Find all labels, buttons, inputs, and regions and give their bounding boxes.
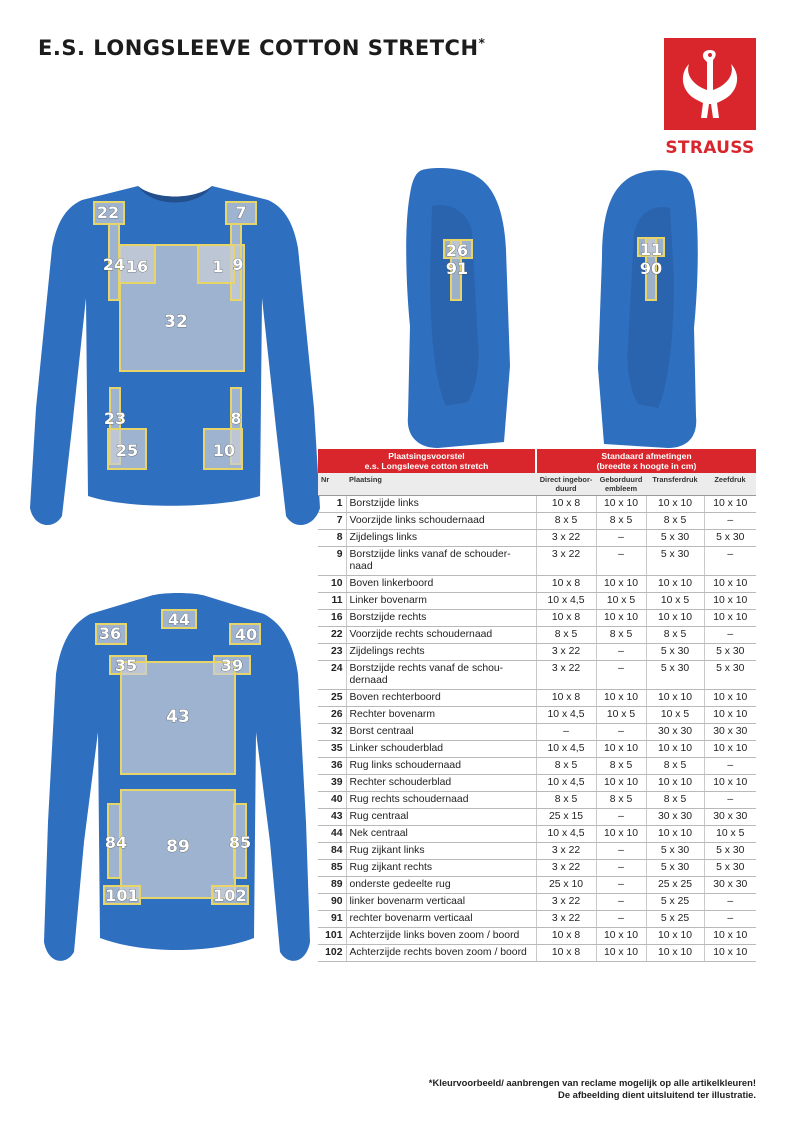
row-direct: 8 x 5 [536,792,596,809]
shirt-back-figure [42,592,312,986]
row-placement: Borstzijde rechts vanaf de schou-dernaad [346,661,536,690]
zone-label: 39 [220,656,244,675]
row-emblem: – [596,911,646,928]
row-screen: 10 x 10 [704,610,756,627]
row-emblem: 10 x 10 [596,945,646,962]
row-transfer: 5 x 25 [646,894,704,911]
row-emblem: 8 x 5 [596,513,646,530]
row-transfer: 10 x 10 [646,826,704,843]
row-transfer: 5 x 30 [646,860,704,877]
row-nr: 90 [318,894,346,911]
zone-label: 10 [212,441,236,460]
col-screen-print: Zeefdruk [704,473,756,496]
zone-label: 44 [167,610,191,629]
row-nr: 16 [318,610,346,627]
row-transfer: 10 x 10 [646,576,704,593]
row-placement: Rug zijkant links [346,843,536,860]
row-direct: 3 x 22 [536,644,596,661]
zone-label: 102 [213,886,247,905]
row-screen: 10 x 10 [704,576,756,593]
table-row [318,513,756,530]
table-row [318,911,756,928]
table-group-header [318,449,756,473]
zone-label: 7 [235,203,247,222]
title-text: E.S. LONGSLEEVE COTTON STRETCH [38,36,479,60]
table-row [318,627,756,644]
table-row [318,792,756,809]
group-header-placement: Plaatsingsvoorstel e.s. Longsleeve cotton stretch [318,449,536,473]
row-transfer: 10 x 10 [646,775,704,792]
group-header-dimensions: Standaard afmetingen (breedte x hoogte in cm) [536,449,756,473]
row-transfer: 5 x 30 [646,644,704,661]
row-placement: Rug centraal [346,809,536,826]
zone-label: 23 [103,409,127,428]
row-direct: 10 x 8 [536,496,596,513]
shirt-front-figure [30,178,320,548]
row-placement: Zijdelings links [346,530,536,547]
row-screen: – [704,627,756,644]
row-screen: 10 x 10 [704,775,756,792]
row-nr: 25 [318,690,346,707]
row-direct: 8 x 5 [536,627,596,644]
row-placement: Achterzijde links boven zoom / boord [346,928,536,945]
zone-label: 11 [639,240,663,259]
row-placement: Borstzijde rechts [346,610,536,627]
zone-label: 16 [125,257,149,276]
col-direct-embroidered: Direct ingebor-duurd [536,473,596,496]
row-placement: Zijdelings rechts [346,644,536,661]
row-emblem: 10 x 10 [596,826,646,843]
row-placement: onderste gedeelte rug [346,877,536,894]
row-direct: 3 x 22 [536,843,596,860]
row-direct: 3 x 22 [536,661,596,690]
row-transfer: 8 x 5 [646,513,704,530]
row-screen: 30 x 30 [704,809,756,826]
row-direct: 3 x 22 [536,547,596,576]
row-emblem: – [596,809,646,826]
row-placement: Linker schouderblad [346,741,536,758]
table-row [318,809,756,826]
row-emblem: 8 x 5 [596,792,646,809]
row-direct: 10 x 8 [536,945,596,962]
row-screen: 30 x 30 [704,724,756,741]
row-nr: 43 [318,809,346,826]
row-emblem: 8 x 5 [596,758,646,775]
brand-logo [664,38,756,162]
table-row [318,758,756,775]
table-row [318,860,756,877]
row-nr: 101 [318,928,346,945]
table-row [318,610,756,627]
page-title [38,36,485,60]
row-screen: – [704,792,756,809]
row-transfer: 5 x 30 [646,843,704,860]
row-emblem: – [596,894,646,911]
zone-label: 40 [234,625,258,644]
row-screen: 10 x 10 [704,690,756,707]
row-screen: 10 x 10 [704,928,756,945]
shirt-side-left-figure [596,168,708,450]
row-nr: 44 [318,826,346,843]
row-screen: – [704,911,756,928]
zone-label: 8 [230,409,242,428]
row-direct: 10 x 8 [536,690,596,707]
row-emblem: – [596,547,646,576]
row-emblem: – [596,860,646,877]
table-row [318,741,756,758]
placement-table [318,449,756,962]
row-direct: 3 x 22 [536,911,596,928]
table-row [318,843,756,860]
zone-label: 32 [164,312,188,332]
row-placement: Rug zijkant rechts [346,860,536,877]
row-transfer: 10 x 10 [646,945,704,962]
table-row [318,775,756,792]
row-emblem: 10 x 10 [596,741,646,758]
zone-label: 35 [114,656,138,675]
zone-label: 26 [445,241,469,260]
row-screen: 5 x 30 [704,644,756,661]
row-direct: 25 x 15 [536,809,596,826]
row-direct: 3 x 22 [536,860,596,877]
row-direct: 8 x 5 [536,513,596,530]
row-placement: Borstzijde links [346,496,536,513]
row-screen: 30 x 30 [704,877,756,894]
row-emblem: 10 x 10 [596,576,646,593]
zone-label: 85 [228,833,252,852]
row-transfer: 10 x 10 [646,690,704,707]
row-direct: 3 x 22 [536,894,596,911]
row-placement: Rug links schoudernaad [346,758,536,775]
row-direct: 10 x 4,5 [536,775,596,792]
row-transfer: 30 x 30 [646,724,704,741]
row-screen: 5 x 30 [704,661,756,690]
row-transfer: 10 x 10 [646,496,704,513]
zone-label: 22 [96,203,120,222]
row-emblem: 10 x 5 [596,593,646,610]
shirt-side-right-figure [398,166,528,450]
ostrich-icon [664,38,756,130]
row-placement: rechter bovenarm verticaal [346,911,536,928]
row-placement: Boven linkerboord [346,576,536,593]
row-nr: 91 [318,911,346,928]
row-emblem: 10 x 10 [596,496,646,513]
row-transfer: 5 x 30 [646,661,704,690]
row-emblem: 10 x 10 [596,775,646,792]
footnote [429,1077,756,1101]
row-placement: Voorzijde rechts schoudernaad [346,627,536,644]
row-nr: 84 [318,843,346,860]
zone-label: 89 [166,837,190,857]
row-transfer: 8 x 5 [646,627,704,644]
row-emblem: 10 x 10 [596,928,646,945]
row-emblem: – [596,724,646,741]
row-placement: Borst centraal [346,724,536,741]
zone-label: 25 [115,441,139,460]
col-embroidered-emblem: Geborduurd embleem [596,473,646,496]
row-screen: 5 x 30 [704,843,756,860]
row-screen: 10 x 10 [704,496,756,513]
row-transfer: 10 x 5 [646,593,704,610]
row-placement: Rug rechts schoudernaad [346,792,536,809]
row-direct: 10 x 8 [536,610,596,627]
row-placement: Linker bovenarm [346,593,536,610]
table-row [318,530,756,547]
row-nr: 22 [318,627,346,644]
table-row [318,690,756,707]
row-direct: 10 x 8 [536,928,596,945]
table-row [318,707,756,724]
row-screen: – [704,758,756,775]
row-placement: Nek centraal [346,826,536,843]
row-direct: 25 x 10 [536,877,596,894]
zone-label: 36 [98,624,122,643]
row-screen: 10 x 10 [704,707,756,724]
row-direct: 10 x 4,5 [536,826,596,843]
row-screen: – [704,513,756,530]
row-nr: 35 [318,741,346,758]
row-screen: 10 x 10 [704,945,756,962]
row-nr: 7 [318,513,346,530]
row-emblem: 10 x 10 [596,690,646,707]
zone-label: 1 [212,257,224,276]
row-direct: 10 x 4,5 [536,741,596,758]
row-nr: 11 [318,593,346,610]
row-nr: 26 [318,707,346,724]
zone-label: 90 [639,259,663,278]
row-emblem: – [596,644,646,661]
row-screen: 5 x 30 [704,530,756,547]
row-transfer: 10 x 10 [646,610,704,627]
row-transfer: 25 x 25 [646,877,704,894]
footnote-line: De afbeelding dient uitsluitend ter illustratie. [558,1089,756,1100]
row-emblem: 10 x 10 [596,610,646,627]
row-transfer: 5 x 30 [646,530,704,547]
row-direct: 10 x 8 [536,576,596,593]
table-row [318,644,756,661]
row-emblem: 10 x 5 [596,707,646,724]
row-nr: 102 [318,945,346,962]
row-nr: 32 [318,724,346,741]
table-row [318,593,756,610]
row-nr: 40 [318,792,346,809]
row-screen: – [704,547,756,576]
row-emblem: – [596,661,646,690]
row-transfer: 8 x 5 [646,758,704,775]
zone-label: 9 [232,255,244,274]
row-nr: 36 [318,758,346,775]
col-nr: Nr [318,473,346,496]
row-emblem: – [596,530,646,547]
footnote-line: *Kleurvoorbeeld/ aanbrengen van reclame mogelijk op alle artikelkleuren! [428,1077,756,1088]
col-transfer-print: Transferdruk [646,473,704,496]
row-nr: 85 [318,860,346,877]
table-row [318,894,756,911]
row-screen: 5 x 30 [704,860,756,877]
row-nr: 39 [318,775,346,792]
brand-name: STRAUSS [665,138,755,158]
row-nr: 8 [318,530,346,547]
row-nr: 10 [318,576,346,593]
table-row [318,826,756,843]
row-screen: 10 x 5 [704,826,756,843]
row-placement: Achterzijde rechts boven zoom / boord [346,945,536,962]
row-placement: Voorzijde links schoudernaad [346,513,536,530]
table-row [318,928,756,945]
row-nr: 23 [318,644,346,661]
row-placement: Borstzijde links vanaf de schouder-naad [346,547,536,576]
row-emblem: – [596,877,646,894]
zone-label: 101 [105,886,139,905]
table-column-header [318,473,756,496]
row-direct: 10 x 4,5 [536,593,596,610]
row-placement: Boven rechterboord [346,690,536,707]
row-transfer: 10 x 10 [646,741,704,758]
row-placement: Rechter schouderblad [346,775,536,792]
row-transfer: 10 x 5 [646,707,704,724]
table-row [318,877,756,894]
row-placement: Rechter bovenarm [346,707,536,724]
table-row [318,547,756,576]
row-nr: 89 [318,877,346,894]
zone-label: 84 [104,833,128,852]
row-direct: 8 x 5 [536,758,596,775]
row-transfer: 30 x 30 [646,809,704,826]
row-placement: linker bovenarm verticaal [346,894,536,911]
row-screen: 10 x 10 [704,593,756,610]
row-direct: – [536,724,596,741]
row-direct: 3 x 22 [536,530,596,547]
title-asterisk: * [478,36,486,50]
row-nr: 9 [318,547,346,576]
table-row [318,496,756,513]
row-direct: 10 x 4,5 [536,707,596,724]
row-nr: 24 [318,661,346,690]
row-transfer: 8 x 5 [646,792,704,809]
zone-label: 91 [445,259,469,278]
col-placement: Plaatsing [346,473,536,496]
table-row [318,661,756,690]
row-emblem: 8 x 5 [596,627,646,644]
zone-label: 24 [102,255,126,274]
table-row [318,724,756,741]
zone-label: 43 [166,707,190,727]
row-screen: – [704,894,756,911]
row-transfer: 5 x 30 [646,547,704,576]
row-transfer: 5 x 25 [646,911,704,928]
row-transfer: 10 x 10 [646,928,704,945]
table-row [318,576,756,593]
table-row [318,945,756,962]
row-screen: 10 x 10 [704,741,756,758]
row-emblem: – [596,843,646,860]
row-nr: 1 [318,496,346,513]
